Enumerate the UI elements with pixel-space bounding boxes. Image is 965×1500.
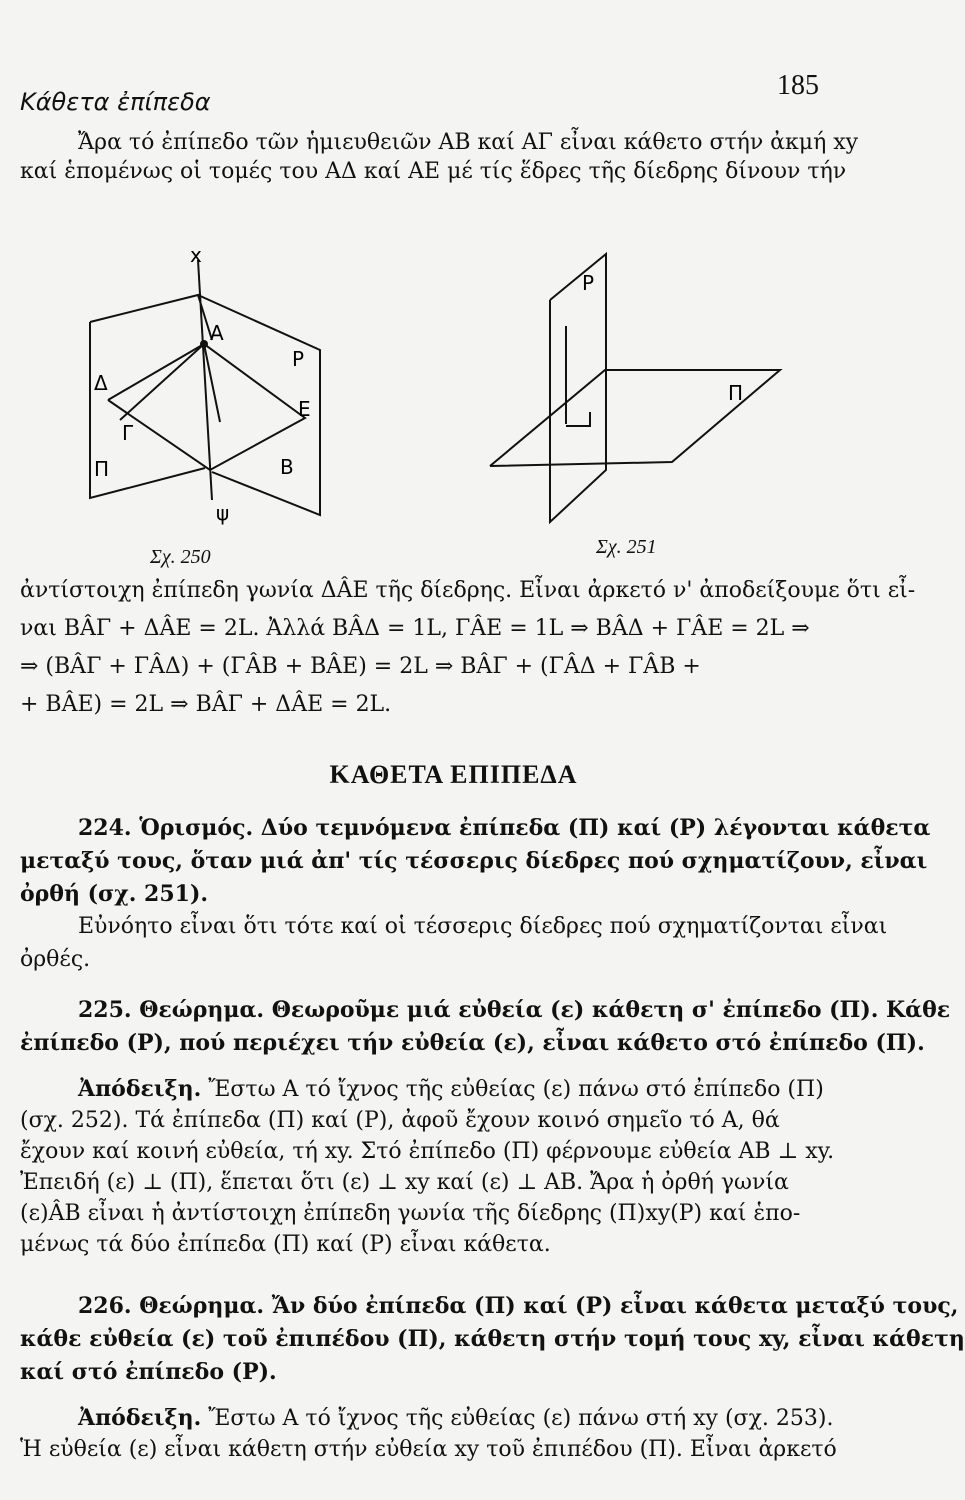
text-line <box>20 1403 840 1434</box>
label-psi: ψ <box>216 501 230 525</box>
theorem-225 <box>20 994 951 1060</box>
point-a <box>200 340 208 348</box>
text-line: καί ἑπομένως οἱ τομές του ΑΔ καί ΑΕ μέ τίς ἕδρες τῆς δίεδρης δίνουν τήν <box>20 159 847 184</box>
figure-250-caption: Σχ. 250 <box>150 546 211 568</box>
angle-proof-paragraph <box>20 572 916 724</box>
text-line: + ΒÂΕ) = 2L ⇒ ΒÂΓ + ΔÂΕ = 2L. <box>20 692 392 717</box>
proof-225 <box>20 1074 840 1260</box>
label-a: A <box>210 321 224 345</box>
proof-label: Ἀπόδειξη. <box>78 1405 202 1431</box>
text-line: 226. Θεώρημα. Ἄν δύο ἐπίπεδα (Π) καί (Ρ) εἶναι κάθετα μεταξύ τους, <box>78 1293 959 1319</box>
text-line: 225. Θεώρημα. Θεωροῦμε μιά εὐθεία (ε) κάθετη σ' ἐπίπεδο (Π). Κάθε <box>78 997 951 1023</box>
text-line: Ἐπειδή (ε) ⊥ (Π), ἕπεται ὅτι (ε) ⊥ xy καί (ε) ⊥ ΑΒ. Ἄρα ἡ ὀρθή γωνία <box>20 1170 789 1195</box>
section-heading: ΚΑΘΕΤΑ ΕΠΙΠΕΔΑ <box>329 760 578 789</box>
label-p: P <box>292 347 305 371</box>
text-line: καί στό ἐπίπεδο (Ρ). <box>20 1359 277 1385</box>
label-x: x <box>190 243 202 267</box>
text-line: Ἡ εὐθεία (ε) εἶναι κάθετη στήν εὐθεία xy τοῦ ἐπιπέδου (Π). Εἶναι ἀρκετό <box>20 1437 837 1462</box>
label-b: B <box>280 455 294 479</box>
right-angle-mark <box>566 412 590 426</box>
text-line: ἔχουν καί κοινή εὐθεία, τή xy. Στό ἐπίπεδο (Π) φέρνουμε εὐθεία ΑΒ ⊥ xy. <box>20 1139 835 1164</box>
text-line: μεταξύ τους, ὅταν μιά ἀπ' τίς τέσσερις δίεδρες πού σχηματίζουν, εἶναι <box>20 848 928 874</box>
proof-226 <box>20 1403 840 1465</box>
label-pi: Π <box>728 381 744 405</box>
running-header: Κάθετα ἐπίπεδα <box>20 88 211 116</box>
label-e: E <box>298 397 311 421</box>
text-line: ἐπίπεδο (Ρ), πού περιέχει τήν εὐθεία (ε), εἶναι κάθετο στό ἐπίπεδο (Π). <box>20 1030 925 1056</box>
plane-left-top <box>90 295 212 340</box>
text-line: Ἄρα τό ἐπίπεδο τῶν ἡμιευθειῶν ΑΒ καί ΑΓ εἶναι κάθετο στήν ἀκμή xy <box>78 130 859 155</box>
text-line: ὀρθή (σχ. 251). <box>20 881 209 907</box>
page-number: 185 <box>777 70 819 101</box>
proof-label: Ἀπόδειξη. <box>78 1076 202 1102</box>
text-line: ναι ΒÂΓ + ΔÂΕ = 2L. Ἀλλά ΒÂΔ = 1L, ΓÂΕ = 1L ⇒ ΒÂΔ + ΓÂΕ = 2L ⇒ <box>20 616 810 641</box>
text-line: (ε)ÂΒ εἶναι ἡ ἀντίστοιχη ἐπίπεδη γωνία τῆς δίεδρης (Π)xy(Ρ) καί ἑπο- <box>20 1201 801 1226</box>
intro-paragraph <box>20 128 859 186</box>
definition-224 <box>20 812 931 911</box>
text-line: μένως τά δύο ἐπίπεδα (Π) καί (Ρ) εἶναι κάθετα. <box>20 1232 551 1257</box>
label-p: P <box>582 271 595 295</box>
label-gamma: Γ <box>122 421 134 445</box>
text-line <box>20 1074 840 1105</box>
definition-224-note <box>20 910 888 976</box>
text-line: ⇒ (ΒÂΓ + ΓÂΔ) + (ΓÂΒ + ΒÂΕ) = 2L ⇒ ΒÂΓ + (ΓÂΔ + ΓÂΒ + <box>20 654 701 679</box>
proof-first-line: Ἔστω Α τό ἴχνος τῆς εὐθείας (ε) πάνω στό ἐπίπεδο (Π) <box>208 1077 824 1102</box>
label-pi: Π <box>94 457 110 481</box>
text-line: Εὐνόητο εἶναι ὅτι τότε καί οἱ τέσσερις δίεδρες πού σχηματίζονται εἶναι <box>78 914 888 939</box>
figure-250 <box>80 240 350 530</box>
figure-251 <box>490 240 790 530</box>
text-line: ἀντίστοιχη ἐπίπεδη γωνία ΔÂΕ τῆς δίεδρης. Εἶναι ἀρκετό ν' ἀποδείξουμε ὅτι εἶ- <box>20 578 916 603</box>
label-delta: Δ <box>94 371 108 395</box>
text-line: ὀρθές. <box>20 947 91 972</box>
plane-p <box>550 254 606 522</box>
proof-first-line: Ἔστω Α τό ἴχνος τῆς εὐθείας (ε) πάνω στή xy (σχ. 253). <box>208 1406 834 1431</box>
theorem-226 <box>20 1290 965 1389</box>
figure-251-caption: Σχ. 251 <box>596 536 657 558</box>
text-line: (σχ. 252). Τά ἐπίπεδα (Π) καί (Ρ), ἀφοῦ ἔχουν κοινό σημεῖο τό Α, θά <box>20 1108 780 1133</box>
text-line: 224. Ὁρισμός. Δύο τεμνόμενα ἐπίπεδα (Π) καί (Ρ) λέγονται κάθετα <box>78 815 931 841</box>
text-line: κάθε εὐθεία (ε) τοῦ ἐπιπέδου (Π), κάθετη στήν τομή τους xy, εἶναι κάθετη <box>20 1326 965 1352</box>
